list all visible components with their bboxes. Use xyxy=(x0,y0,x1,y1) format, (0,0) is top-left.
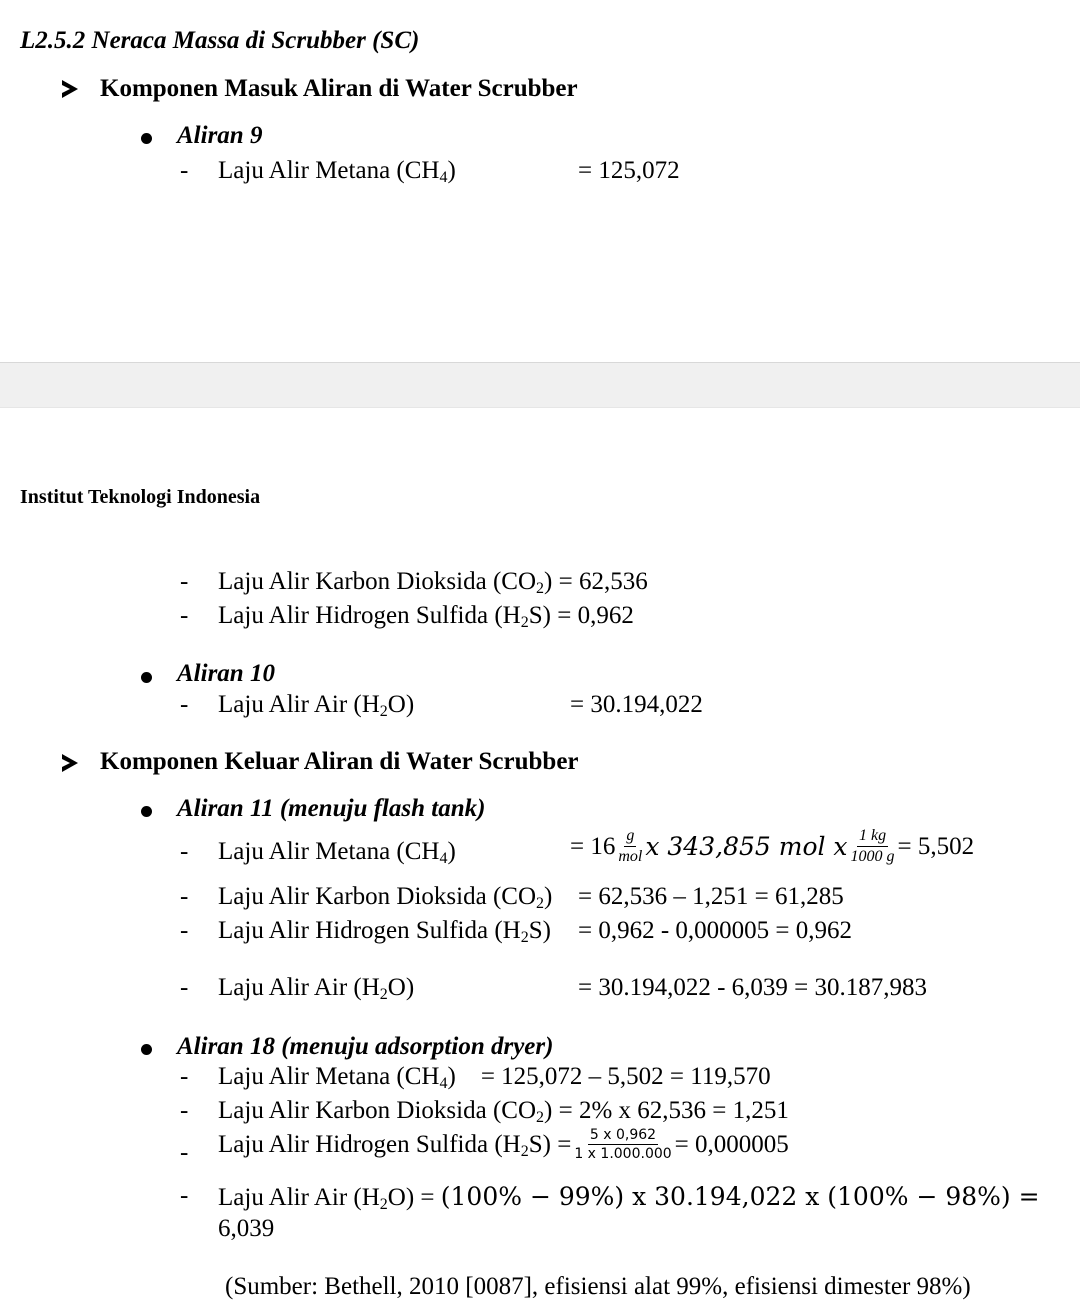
h2s-label: Laju Alir Hidrogen Sulfida $(H_2S)$ xyxy=(218,917,551,946)
heading-masuk: Komponen Masuk Aliran di Water Scrubber xyxy=(100,75,578,102)
bullet-icon xyxy=(141,131,152,149)
dash-marker: - xyxy=(180,974,189,1001)
metana-label: Laju Alir Metana $(CH_4)$ xyxy=(218,838,456,867)
air-value: = 30.194,022 xyxy=(570,691,703,718)
dash-marker: - xyxy=(180,1139,189,1166)
h2s-value: = 0,962 - 0,000005 = 0,962 xyxy=(578,917,853,944)
co2-line: Laju Alir Karbon Dioksida $(CO_2) = 62,536$ xyxy=(218,568,648,597)
page-break xyxy=(0,362,1080,408)
co2-line: Laju Alir Karbon Dioksida $(CO_2) = 2\%$ x 62,536 = 1,251 xyxy=(218,1097,789,1126)
source-note: (Sumber: Bethell, 2010 [0087], efisiensi alat 99%, efisiensi dimester 98%) xyxy=(225,1273,971,1300)
arrow-bullet-icon xyxy=(62,754,78,777)
fraction-h2s: $\frac{5 x 0,962}{1 x 1.000.000}$ xyxy=(574,1127,672,1162)
air-label: Laju Alir Air $(H_2O)$ xyxy=(218,691,415,720)
dash-marker: - xyxy=(180,602,189,629)
co2-label: Laju Alir Karbon Dioksida $(CO_2)$ xyxy=(218,883,553,912)
fraction-kg-per-g: $\frac{1 kg}{1000 g}$ xyxy=(850,827,895,865)
dash-marker: - xyxy=(180,917,189,944)
dash-marker: - xyxy=(180,691,189,718)
metana-label: Laju Alir Metana $(CH_4)$ xyxy=(218,157,456,186)
air-result: 6,039 xyxy=(218,1215,275,1242)
metana-line: Laju Alir Metana $(CH_4)$ = 125,072 – 5,502 = 119,570 xyxy=(218,1063,771,1092)
aliran-18-label: Aliran 18 (menuju adsorption dryer) xyxy=(177,1033,554,1060)
dash-marker: - xyxy=(180,883,189,910)
institution-name: Institut Teknologi Indonesia xyxy=(20,486,261,508)
air-line: Laju Alir Air $(H_2O) = (100\% - 99\%)$ x 30.194,022 x (100% − 98%) = xyxy=(218,1182,1040,1213)
bullet-icon xyxy=(141,804,152,822)
dash-marker: - xyxy=(180,1182,189,1209)
co2-value: = 62,536 – 1,251 = 61,285 xyxy=(578,883,844,910)
aliran-11-label: Aliran 11 (menuju flash tank) xyxy=(177,795,486,822)
metana-equation: = 16 $\frac{g}{\text{mol}}$ x 343,855 mol x $\frac{1 kg}{1000 g}$ = 5,502 xyxy=(570,827,975,865)
metana-value: = 125,072 xyxy=(578,157,680,184)
dash-marker: - xyxy=(180,1097,189,1124)
air-value: = 30.194,022 - 6,039 = 30.187,983 xyxy=(578,974,928,1001)
dash-marker: - xyxy=(180,1063,189,1090)
heading-keluar: Komponen Keluar Aliran di Water Scrubber xyxy=(100,748,579,775)
dash-marker: - xyxy=(180,568,189,595)
dash-marker: - xyxy=(180,157,189,184)
h2s-line: Laju Alir Hidrogen Sulfida $(H_2S)$ = $\frac{5 x 0,962}{1 x 1.000.000}$ = 0,000005 xyxy=(218,1127,789,1162)
section-title: L2.5.2 Neraca Massa di Scrubber (SC) xyxy=(20,27,420,54)
h2s-line: Laju Alir Hidrogen Sulfida $(H_2S) = 0,962$ xyxy=(218,602,634,631)
arrow-bullet-icon xyxy=(62,80,78,103)
bullet-icon xyxy=(141,1042,152,1060)
dash-marker: - xyxy=(180,838,189,865)
fraction-g-per-mol: $\frac{g}{\text{mol}}$ xyxy=(618,827,643,865)
aliran-9-label: Aliran 9 xyxy=(177,122,263,149)
aliran-10-label: Aliran 10 xyxy=(177,660,275,687)
bullet-icon xyxy=(141,670,152,688)
air-label: Laju Alir Air $(H_2O)$ xyxy=(218,974,415,1003)
